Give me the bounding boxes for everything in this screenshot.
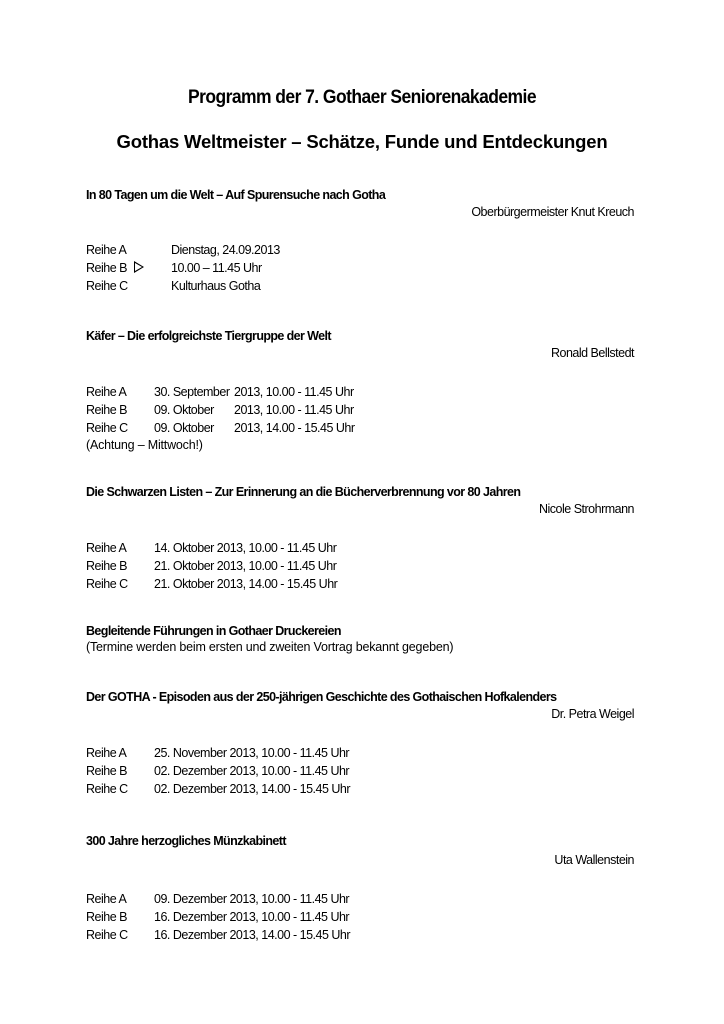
lecture-speaker: Nicole Strohrmann — [538, 502, 634, 516]
schedule-text: 21. Oktober 2013, 14.00 - 15.45 Uhr — [154, 577, 338, 591]
schedule-text: 09. Dezember 2013, 10.00 - 11.45 Uhr — [154, 892, 350, 906]
schedule-list — [86, 539, 634, 593]
schedule-row — [86, 557, 634, 575]
schedule-text: 10.00 – 11.45 Uhr — [171, 261, 262, 275]
series-label: Reihe A — [86, 892, 127, 906]
schedule-row — [86, 539, 634, 557]
lecture-title: Käfer – Die erfolgreichste Tiergruppe der Welt — [86, 329, 331, 343]
tours-title: Begleitende Führungen in Gothaer Druckereien — [86, 624, 341, 638]
series-label: Reihe B — [86, 261, 127, 275]
schedule-list — [86, 744, 634, 798]
schedule-row — [86, 383, 634, 401]
lecture-speaker: Oberbürgermeister Knut Kreuch — [471, 205, 634, 219]
schedule-row — [86, 926, 634, 944]
schedule-row — [86, 575, 634, 593]
lecture-title: Die Schwarzen Listen – Zur Erinnerung an die Bücherverbrennung vor 80 Jahren — [86, 485, 521, 499]
series-label: Reihe B — [86, 764, 127, 778]
lecture-speaker: Ronald Bellstedt — [550, 346, 634, 360]
page-title: Programm der 7. Gothaer Seniorenakademie — [187, 87, 537, 108]
series-label: Reihe C — [86, 279, 128, 293]
tours-note: (Termine werden beim ersten und zweiten Vortrag bekannt gegeben) — [86, 640, 454, 654]
schedule-row — [86, 401, 634, 419]
guided-tours-section — [86, 623, 634, 656]
schedule-text: 02. Dezember 2013, 14.00 - 15.45 Uhr — [154, 782, 351, 796]
series-label: Reihe C — [86, 421, 128, 435]
schedule-text: 21. Oktober 2013, 10.00 - 11.45 Uhr — [154, 559, 337, 573]
lecture-title: 300 Jahre herzogliches Münzkabinett — [86, 834, 286, 848]
schedule-text: 16. Dezember 2013, 14.00 - 15.45 Uhr — [154, 928, 351, 942]
series-label: Reihe A — [86, 541, 127, 555]
schedule-list — [86, 241, 634, 295]
series-label: Reihe A — [86, 243, 127, 257]
schedule-row — [86, 277, 634, 295]
schedule-list — [86, 890, 634, 944]
schedule-date: 09. Oktober — [154, 421, 214, 435]
schedule-row — [86, 908, 634, 926]
page-subtitle: Gothas Weltmeister – Schätze, Funde und Entdeckungen — [116, 131, 608, 152]
lecture-section-3 — [86, 484, 634, 593]
series-label: Reihe A — [86, 385, 127, 399]
series-label: Reihe C — [86, 782, 128, 796]
series-label: Reihe B — [86, 403, 127, 417]
schedule-text: 02. Dezember 2013, 10.00 - 11.45 Uhr — [154, 764, 350, 778]
schedule-row — [86, 259, 634, 277]
schedule-text: 16. Dezember 2013, 10.00 - 11.45 Uhr — [154, 910, 350, 924]
lecture-title: In 80 Tagen um die Welt – Auf Spurensuche nach Gotha — [86, 188, 386, 202]
schedule-date: 09. Oktober — [154, 403, 214, 417]
lecture-speaker: Uta Wallenstein — [554, 853, 634, 867]
lecture-title: Der GOTHA - Episoden aus der 250-jährigen Geschichte des Gothaischen Hofkalenders — [86, 690, 557, 704]
schedule-time: 2013, 14.00 - 15.45 Uhr — [234, 421, 355, 435]
schedule-row — [86, 762, 634, 780]
schedule-row — [86, 744, 634, 762]
series-label: Reihe B — [86, 559, 127, 573]
lecture-section-1 — [86, 187, 634, 295]
schedule-time: 2013, 10.00 - 11.45 Uhr — [234, 403, 354, 417]
schedule-row — [86, 419, 634, 437]
series-label: Reihe C — [86, 577, 128, 591]
schedule-text: Dienstag, 24.09.2013 — [171, 243, 280, 257]
schedule-text: 14. Oktober 2013, 10.00 - 11.45 Uhr — [154, 541, 337, 555]
schedule-row — [86, 241, 634, 259]
lecture-note: (Achtung – Mittwoch!) — [86, 438, 203, 452]
lecture-speaker: Dr. Petra Weigel — [551, 707, 634, 721]
lecture-section-5 — [86, 689, 634, 798]
schedule-text: Kulturhaus Gotha — [171, 279, 261, 293]
schedule-time: 2013, 10.00 - 11.45 Uhr — [234, 385, 354, 399]
schedule-row — [86, 780, 634, 798]
series-label-with-icon — [86, 259, 171, 277]
lecture-section-6 — [86, 833, 634, 944]
lecture-section-2 — [86, 328, 634, 454]
schedule-date: 30. September — [154, 385, 230, 399]
schedule-text: 25. November 2013, 10.00 - 11.45 Uhr — [154, 746, 350, 760]
schedule-list — [86, 383, 634, 437]
outlined-triangle-icon — [134, 261, 144, 273]
series-label: Reihe B — [86, 910, 127, 924]
series-label: Reihe C — [86, 928, 128, 942]
series-label: Reihe A — [86, 746, 127, 760]
schedule-row — [86, 890, 634, 908]
